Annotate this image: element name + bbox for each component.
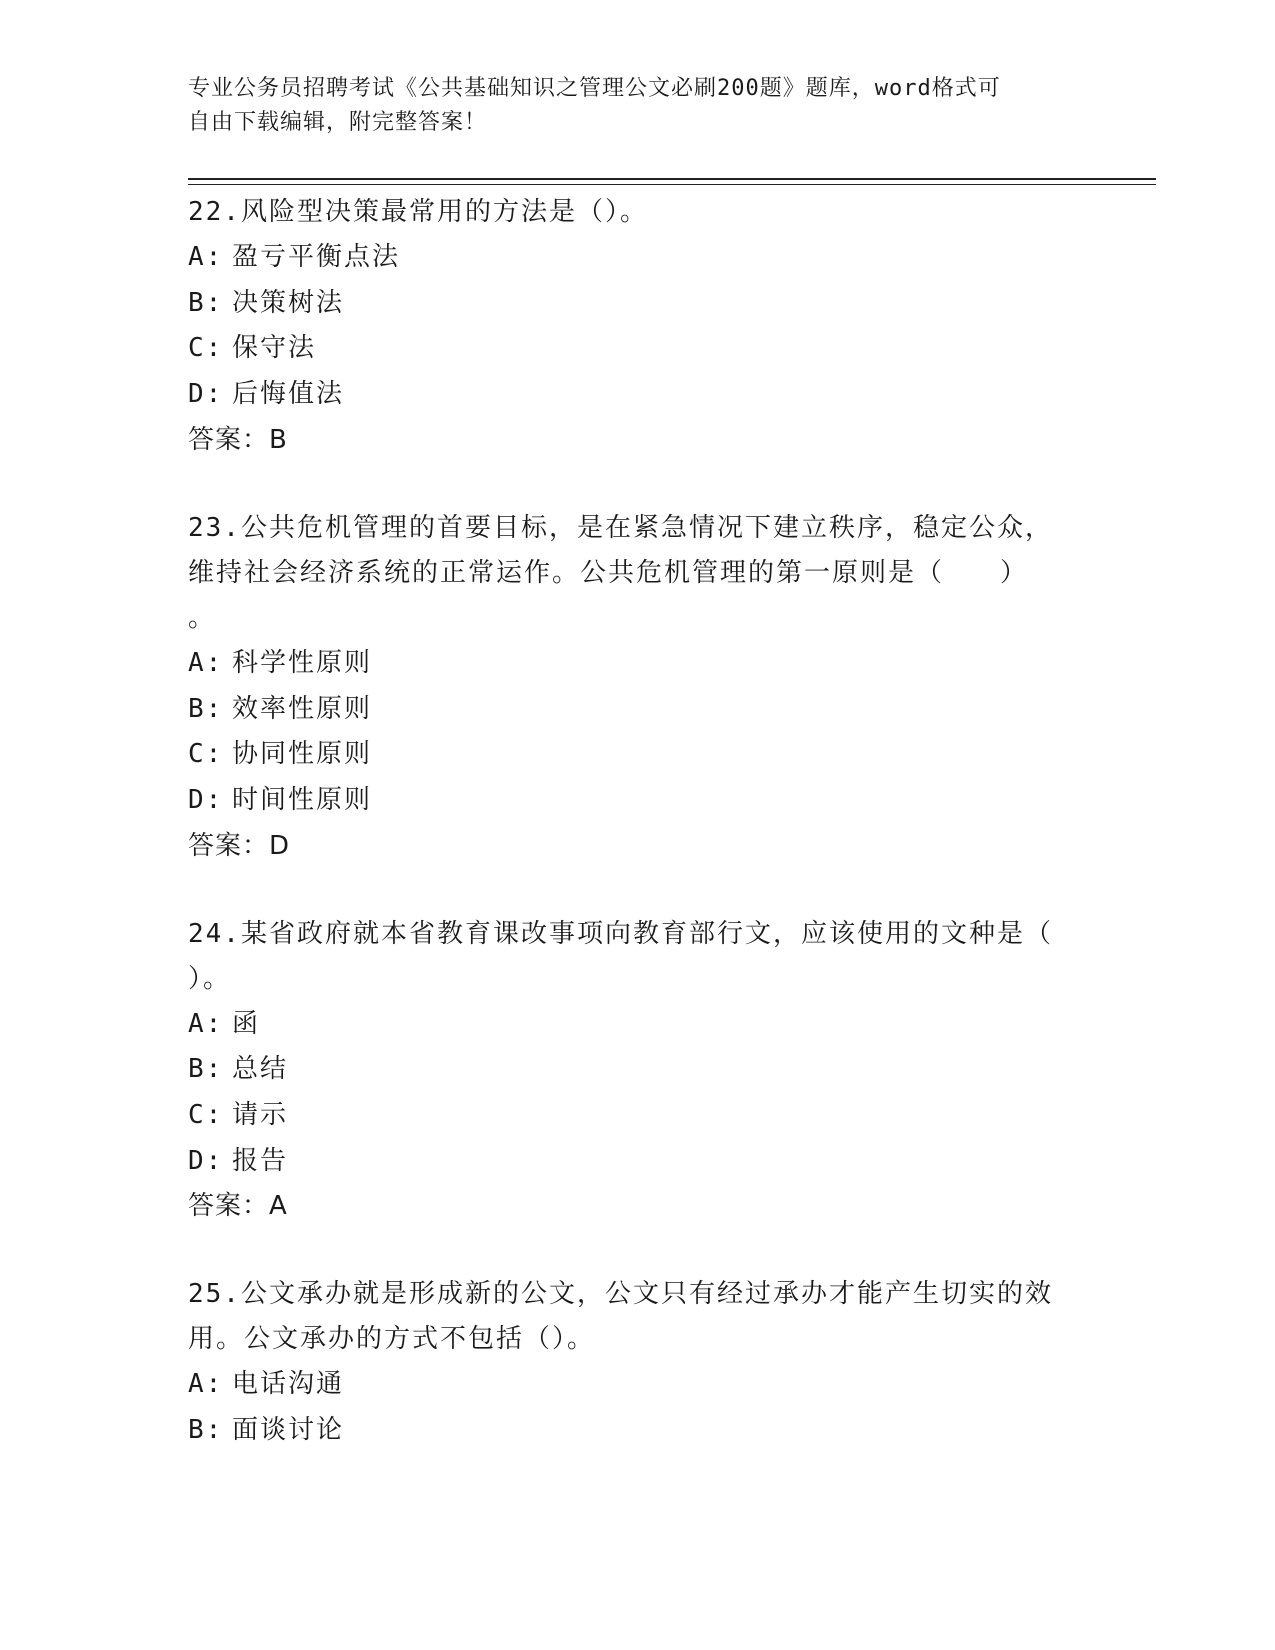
option-text: 决策树法 xyxy=(232,287,345,318)
option-key: B: xyxy=(188,1415,224,1446)
option-d xyxy=(188,778,1088,824)
answer-line: 答案：A xyxy=(188,1191,288,1222)
option-key: C: xyxy=(188,739,224,770)
question-stem-line-2: 用。公文承办的方式不包括（）。 xyxy=(188,1324,596,1355)
question-stem-line-1: 23.公共危机管理的首要目标，是在紧急情况下建立秩序，稳定公众， xyxy=(188,512,1053,543)
option-key: C: xyxy=(188,333,224,364)
header-line-1: 专业公务员招聘考试《公共基础知识之管理公文必刷200题》题库，word格式可 xyxy=(188,76,1001,101)
option-b xyxy=(188,281,1088,327)
option-b xyxy=(188,687,1088,733)
question-list xyxy=(188,190,1088,1454)
answer-line: 答案：D xyxy=(188,830,291,861)
option-a xyxy=(188,235,1088,281)
question-22 xyxy=(188,190,1088,463)
option-key: C: xyxy=(188,1100,224,1131)
option-a xyxy=(188,641,1088,687)
option-text: 协同性原则 xyxy=(232,739,373,770)
answer-line: 答案：B xyxy=(188,424,288,455)
option-key: A: xyxy=(188,1008,224,1039)
question-stem-line-1: 25.公文承办就是形成新的公文，公文只有经过承办才能产生切实的效 xyxy=(188,1279,1053,1310)
option-d xyxy=(188,372,1088,418)
option-key: A: xyxy=(188,1369,224,1400)
option-key: A: xyxy=(188,242,224,272)
option-text: 时间性原则 xyxy=(232,784,373,815)
option-key: D: xyxy=(188,379,224,410)
option-text: 面谈讨论 xyxy=(232,1415,345,1446)
header-rule-thick xyxy=(188,178,1156,180)
question-spacer xyxy=(188,463,1088,506)
option-text: 电话沟通 xyxy=(232,1369,345,1400)
option-c xyxy=(188,1093,1088,1139)
question-stem-line-3: 。 xyxy=(188,602,217,633)
option-a xyxy=(188,1362,1088,1408)
header-line-2: 自由下载编辑，附完整答案！ xyxy=(188,110,488,135)
option-text: 保守法 xyxy=(232,333,317,364)
question-stem-line-2: ）。 xyxy=(188,963,232,994)
option-d xyxy=(188,1139,1088,1185)
option-text: 函 xyxy=(232,1008,261,1039)
option-text: 总结 xyxy=(232,1054,289,1085)
document-header xyxy=(188,72,1068,140)
option-key: B: xyxy=(188,693,224,724)
option-key: B: xyxy=(188,1054,224,1085)
option-b xyxy=(188,1047,1088,1093)
question-25 xyxy=(188,1272,1088,1453)
option-text: 效率性原则 xyxy=(232,693,373,724)
option-text: 报告 xyxy=(232,1145,289,1176)
option-text: 请示 xyxy=(232,1100,289,1131)
option-key: D: xyxy=(188,1145,224,1176)
option-c xyxy=(188,732,1088,778)
question-stem: 22.风险型决策最常用的方法是（）。 xyxy=(188,197,648,227)
question-stem-line-1: 24.某省政府就本省教育课改事项向教育部行文，应该使用的文种是（ xyxy=(188,918,1053,949)
option-text: 科学性原则 xyxy=(232,647,373,678)
question-23 xyxy=(188,506,1088,869)
question-spacer xyxy=(188,869,1088,912)
option-text: 盈亏平衡点法 xyxy=(232,242,401,272)
question-stem-line-2: 维持社会经济系统的正常运作。公共危机管理的第一原则是（ ） xyxy=(188,557,1029,588)
option-key: A: xyxy=(188,647,224,678)
option-text: 后悔值法 xyxy=(232,379,345,410)
option-c xyxy=(188,326,1088,372)
question-24 xyxy=(188,912,1088,1230)
header-rule-thin xyxy=(188,184,1156,185)
option-key: D: xyxy=(188,784,224,815)
question-spacer xyxy=(188,1229,1088,1272)
option-key: B: xyxy=(188,287,224,318)
option-a xyxy=(188,1002,1088,1048)
option-b xyxy=(188,1408,1088,1454)
